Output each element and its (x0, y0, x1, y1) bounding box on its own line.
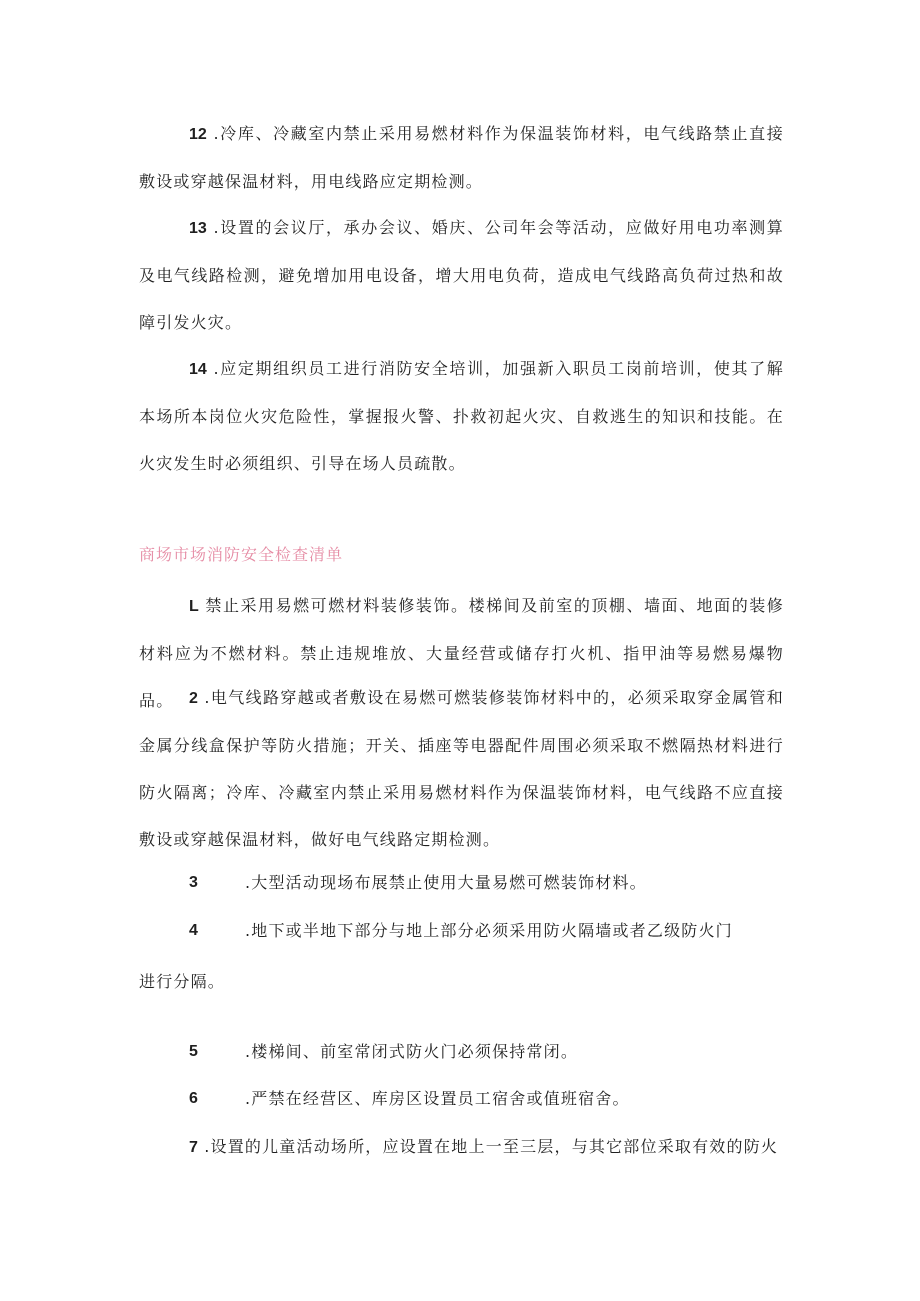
item-number: 3 (189, 874, 200, 891)
item-text: .大型活动现场布展禁止使用大量易燃可燃装饰材料。 (245, 873, 647, 892)
item-14 (139, 345, 784, 487)
item-text: .设置的会议厅，承办会议、婚庆、公司年会等活动，应做好用电功率测算及电气线路检测，避免增加用电设备，增大用电负荷，造成电气线路高负荷过热和故障引发火灾。 (139, 218, 784, 332)
item-text-continuation: 进行分隔。 (139, 972, 226, 991)
item-text: .冷库、冷藏室内禁止采用易燃材料作为保温装饰材料，电气线路禁止直接敷设或穿越保温材料，用电线路应定期检测。 (139, 124, 784, 191)
item-text: .严禁在经营区、库房区设置员工宿舍或值班宿舍。 (245, 1089, 630, 1108)
item-number: 6 (189, 1090, 200, 1107)
item-number: 7 (189, 1139, 198, 1156)
item-text: .设置的儿童活动场所，应设置在地上一至三层，与其它部位采取有效的防火 (204, 1137, 779, 1156)
item-text: 禁止采用易燃可燃材料装修装饰。楼梯间及前室的顶棚、墙面、地面的装修材料应为不燃材料。禁止违规堆放、大量经营或储存打火机、指甲油等易燃易爆物品。 (139, 596, 784, 710)
item-number: 4 (189, 922, 200, 939)
item-text: .电气线路穿越或者敷设在易燃可燃装修装饰材料中的，必须采取穿金属管和金属分线盒保护等防火措施；开关、插座等电器配件周围必须采取不燃隔热材料进行防火隔离；冷库、冷藏室内禁止采用易燃材料作为保温装饰材料，电气线路不应直接敷设或穿越保温材料，做好电气线路定期检测。 (139, 688, 784, 849)
item-2 (139, 674, 784, 863)
item-number: 5 (189, 1043, 200, 1060)
item-13 (139, 204, 784, 346)
item-number: 13 (189, 220, 207, 237)
item-number: 2 (189, 690, 198, 707)
section-title: 商场市场消防安全检查清单 (139, 545, 344, 564)
item-text: .应定期组织员工进行消防安全培训，加强新入职员工岗前培训，使其了解本场所本岗位火灾危险性，掌握报火警、扑救初起火灾、自救逃生的知识和技能。在火灾发生时必须组织、引导在场人员疏散。 (139, 359, 784, 473)
item-number: 14 (189, 361, 207, 378)
item-4-continuation (139, 967, 784, 997)
item-number: 12 (189, 126, 207, 143)
item-7 (139, 1123, 784, 1171)
item-text: .楼梯间、前室常闭式防火门必须保持常闭。 (245, 1042, 579, 1061)
item-text: .地下或半地下部分与地上部分必须采用防火隔墙或者乙级防火门 (245, 921, 733, 940)
item-number: L (189, 598, 199, 615)
item-12 (139, 110, 784, 205)
